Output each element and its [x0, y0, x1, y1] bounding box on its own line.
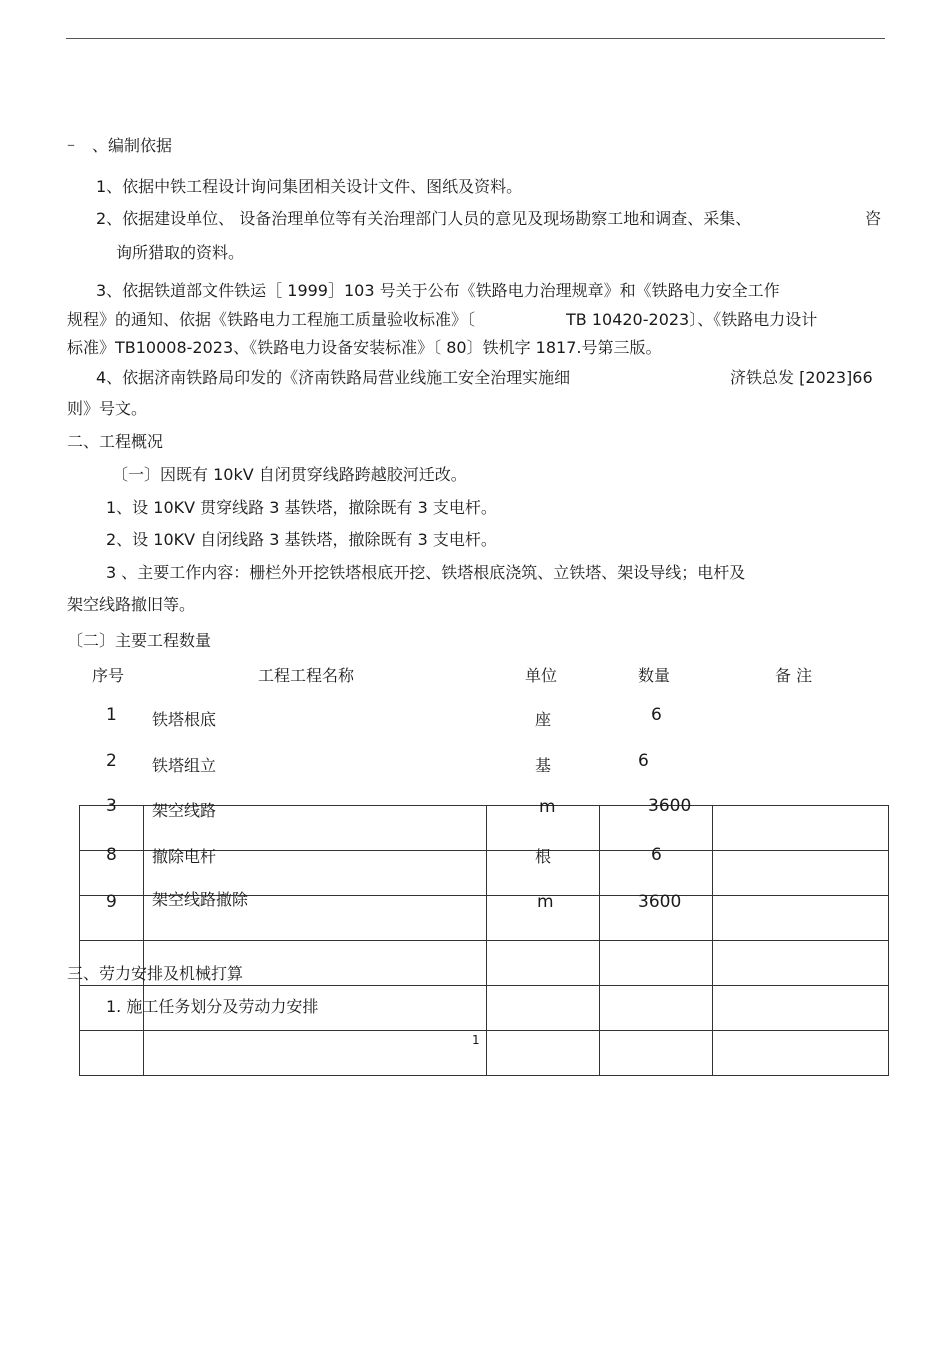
row-name: 铁塔组立: [152, 756, 217, 775]
row-no: 8: [106, 845, 117, 865]
row-unit: 根: [535, 847, 552, 866]
basis-item-2: 2、依据建设单位、 设备治理单位等有关治理部门人员的意见及现场勘察工地和调查、采集、: [96, 209, 752, 228]
row-no: 2: [106, 751, 117, 771]
row-no: 3: [106, 796, 117, 816]
basis-item-3-line2b: TB 10420-2023〕、《铁路电力设计: [566, 310, 818, 329]
basis-item-4-cont: 则》号文。: [67, 399, 148, 418]
basis-item-3: 3、依据铁道部文件铁运［ 1999］103 号关于公布《铁路电力治理规章》和《铁路电力安全工作: [96, 281, 780, 300]
basis-item-4: 4、依据济南铁路局印发的《济南铁路局营业线施工安全治理实施细: [96, 368, 571, 387]
row-qty: 6: [651, 845, 662, 865]
table-col-rule: [712, 805, 713, 1075]
basis-item-3-line3: 标准》TB10008-2023、《铁路电力设备安装标准》〔 80〕铁机字 1817.号第三版。: [67, 338, 662, 357]
basis-item-4-ref: 济铁总发 [2023]66: [730, 368, 873, 387]
section2-heading: 二、工程概况: [67, 432, 164, 451]
table-rule: [79, 1075, 889, 1076]
row-qty: 3600: [638, 892, 682, 912]
table-col-rule: [888, 805, 889, 1075]
row-name: 铁塔根底: [152, 710, 217, 729]
row-name: 架空线路: [152, 801, 217, 820]
row-unit: 基: [535, 756, 552, 775]
row-name: 架空线路撤除: [152, 890, 249, 909]
row-no: 1: [106, 705, 117, 725]
table-rule: [79, 985, 889, 986]
quantities-heading: 〔二〕主要工程数量: [67, 631, 212, 650]
page-number: 1: [472, 1033, 480, 1047]
header-rule: [66, 38, 885, 39]
section3-heading: 三、劳力安排及机械打算: [67, 964, 244, 983]
col-header-no: 序号: [92, 666, 125, 685]
row-no: 9: [106, 892, 117, 912]
overview-line-3-cont: 架空线路撤旧等。: [67, 595, 196, 614]
table-col-rule: [79, 805, 80, 1075]
table-rule: [79, 1030, 889, 1031]
row-qty: 3600: [648, 796, 692, 816]
row-qty: 6: [638, 751, 649, 771]
col-header-unit: 单位: [525, 666, 558, 685]
overview-line-3: 3 、主要工作内容：栅栏外开挖铁塔根底开挖、铁塔根底浇筑、立铁塔、架设导线；电杆及: [106, 563, 746, 582]
table-col-rule: [143, 805, 144, 1075]
col-header-remark: 备 注: [775, 666, 813, 685]
row-unit: m: [539, 797, 556, 817]
basis-item-2-end: 咨: [865, 209, 882, 228]
row-unit: m: [537, 892, 554, 912]
overview-line-2: 2、设 10KV 自闭线路 3 基铁塔，撤除既有 3 支电杆。: [106, 530, 497, 549]
overview-line-1: 1、设 10KV 贯穿线路 3 基铁塔，撤除既有 3 支电杆。: [106, 498, 497, 517]
table-rule: [79, 940, 889, 941]
basis-item-2-cont: 询所猎取的资料。: [116, 243, 245, 262]
section1-heading: 、编制依据: [92, 136, 173, 155]
overview-sub1: 〔一〕因既有 10kV 自闭贯穿线路跨越胶河迁改。: [112, 465, 467, 484]
row-name: 撤除电杆: [152, 847, 217, 866]
labor-item-1: 1. 施工任务划分及劳动力安排: [106, 997, 319, 1016]
col-header-name: 工程工程名称: [258, 666, 355, 685]
col-header-qty: 数量: [638, 666, 671, 685]
row-qty: 6: [651, 705, 662, 725]
basis-item-3-line2a: 规程》的通知、依据《铁路电力工程施工质量验收标准》〔: [67, 310, 476, 329]
table-col-rule: [599, 805, 600, 1075]
basis-item-1: 1、依据中铁工程设计询问集团相关设计文件、图纸及资料。: [96, 177, 523, 196]
table-col-rule: [486, 805, 487, 1075]
row-unit: 座: [535, 710, 552, 729]
section1-heading-dash: –: [67, 135, 75, 154]
